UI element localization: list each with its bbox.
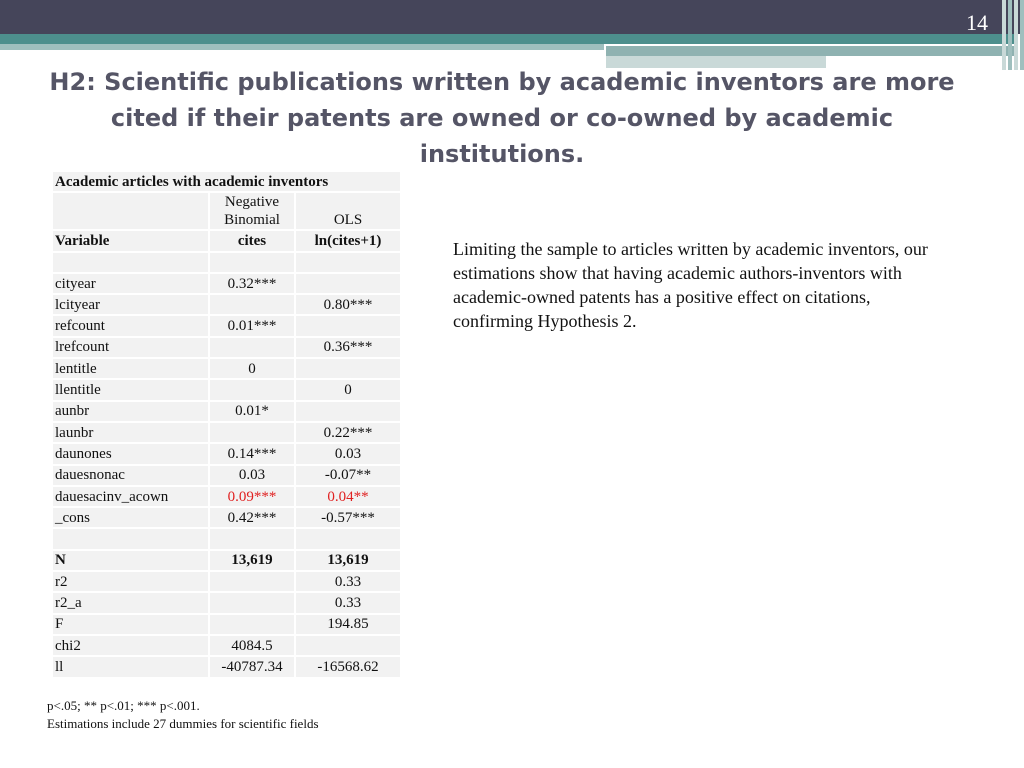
ols-coefficient-cell — [296, 636, 400, 655]
ols-coefficient-cell: 0.80*** — [296, 295, 400, 314]
nb-coefficient-cell — [210, 253, 294, 272]
table-row — [53, 636, 400, 655]
table-row — [53, 380, 400, 399]
nb-coefficient-cell — [210, 593, 294, 612]
top-banner — [0, 0, 1024, 34]
variable-cell — [53, 253, 208, 272]
ols-coefficient-cell: 0.36*** — [296, 338, 400, 357]
title-line: H2: Scientific publications written by academic inventors are more — [49, 68, 955, 96]
variable-cell: N — [53, 551, 208, 570]
decorative-bar — [1008, 0, 1012, 70]
table-row — [53, 316, 400, 335]
variable-cell: _cons — [53, 508, 208, 527]
table-row — [53, 466, 400, 485]
ols-coefficient-cell: 194.85 — [296, 615, 400, 634]
ols-coefficient-cell: -16568.62 — [296, 657, 400, 676]
ols-coefficient-cell: 0.22*** — [296, 423, 400, 442]
table-header: Academic articles with academic inventors — [53, 172, 400, 191]
variable-cell: refcount — [53, 316, 208, 335]
table-row — [53, 529, 400, 548]
nb-coefficient-cell: 0.14*** — [210, 444, 294, 463]
table-row — [53, 274, 400, 293]
title-line: institutions. — [419, 140, 585, 168]
nb-coefficient-cell — [210, 380, 294, 399]
nb-coefficient-cell: 0.09*** — [210, 487, 294, 506]
accent-stripe — [0, 34, 1014, 44]
nb-coefficient-cell: 0.03 — [210, 466, 294, 485]
table-row — [53, 402, 400, 421]
variable-cell: chi2 — [53, 636, 208, 655]
table-row — [53, 423, 400, 442]
ols-coefficient-cell: 0.04** — [296, 487, 400, 506]
variable-cell: launbr — [53, 423, 208, 442]
variable-cell: llentitle — [53, 380, 208, 399]
significance-note: p<.05; ** p<.01; *** p<.001. — [47, 698, 200, 713]
variable-cell: dauesnonac — [53, 466, 208, 485]
accent-stripe-light — [0, 44, 604, 50]
ols-coefficient-cell: 0.33 — [296, 593, 400, 612]
ols-coefficient-cell: -0.07** — [296, 466, 400, 485]
table-row — [53, 593, 400, 612]
table-row — [53, 444, 400, 463]
table-notes — [47, 697, 319, 733]
nb-coefficient-cell: 13,619 — [210, 551, 294, 570]
decorative-bar — [1020, 0, 1024, 70]
ols-coefficient-cell: 0.03 — [296, 444, 400, 463]
variable-cell: lcityear — [53, 295, 208, 314]
variable-cell: cityear — [53, 274, 208, 293]
ols-coefficient-cell — [296, 316, 400, 335]
nb-coefficient-cell: 0.01*** — [210, 316, 294, 335]
nb-coefficient-cell: 0.42*** — [210, 508, 294, 527]
table-row — [53, 295, 400, 314]
nb-coefficient-cell: 0 — [210, 359, 294, 378]
variable-cell: lentitle — [53, 359, 208, 378]
model-header-ols: OLS — [296, 193, 400, 229]
nb-coefficient-cell — [210, 615, 294, 634]
regression-table — [51, 170, 402, 679]
variable-column-label: Variable — [53, 231, 208, 250]
nb-coefficient-cell: -40787.34 — [210, 657, 294, 676]
table-row — [53, 508, 400, 527]
slide-title — [40, 64, 964, 172]
variable-cell: r2 — [53, 572, 208, 591]
nb-coefficient-cell — [210, 572, 294, 591]
table-row — [53, 615, 400, 634]
nb-coefficient-cell: 4084.5 — [210, 636, 294, 655]
ols-coefficient-cell — [296, 359, 400, 378]
ols-coefficient-cell — [296, 274, 400, 293]
variable-cell — [53, 529, 208, 548]
ols-coefficient-cell — [296, 253, 400, 272]
ols-coefficient-cell: 0 — [296, 380, 400, 399]
variable-cell: dauesacinv_acown — [53, 487, 208, 506]
nb-coefficient-cell: 0.32*** — [210, 274, 294, 293]
decorative-bar — [1014, 0, 1018, 70]
dep-var-lncites: ln(cites+1) — [296, 231, 400, 250]
table-row — [53, 572, 400, 591]
model-header-negative-binomial: Negative Binomial — [210, 193, 294, 229]
table-row — [53, 253, 400, 272]
slide-number: 14 — [966, 10, 988, 35]
accent-stripe-right — [606, 46, 1014, 56]
variable-cell: lrefcount — [53, 338, 208, 357]
nb-coefficient-cell — [210, 295, 294, 314]
variable-cell: aunbr — [53, 402, 208, 421]
table-row — [53, 338, 400, 357]
nb-coefficient-cell — [210, 423, 294, 442]
nb-coefficient-cell: 0.01* — [210, 402, 294, 421]
nb-coefficient-cell — [210, 529, 294, 548]
table-row — [53, 359, 400, 378]
variable-cell: r2_a — [53, 593, 208, 612]
explanation-text: Limiting the sample to articles written by academic inventors, our estimations show that having academic authors-inventors with academic-owned patents has a positive effect on citations, confirming Hypothesis 2. — [453, 239, 928, 331]
table-row — [53, 657, 400, 676]
variable-cell: ll — [53, 657, 208, 676]
nb-coefficient-cell — [210, 338, 294, 357]
decorative-bar — [1002, 0, 1006, 70]
ols-coefficient-cell: 13,619 — [296, 551, 400, 570]
dep-var-cites: cites — [210, 231, 294, 250]
ols-coefficient-cell — [296, 529, 400, 548]
ols-coefficient-cell: -0.57*** — [296, 508, 400, 527]
variable-cell: F — [53, 615, 208, 634]
ols-coefficient-cell: 0.33 — [296, 572, 400, 591]
empty-cell — [53, 193, 208, 229]
dummies-note: Estimations include 27 dummies for scientific fields — [47, 716, 319, 731]
variable-cell: daunones — [53, 444, 208, 463]
table-row — [53, 551, 400, 570]
title-line: cited if their patents are owned or co-owned by academic — [110, 104, 894, 132]
table-row — [53, 487, 400, 506]
ols-coefficient-cell — [296, 402, 400, 421]
